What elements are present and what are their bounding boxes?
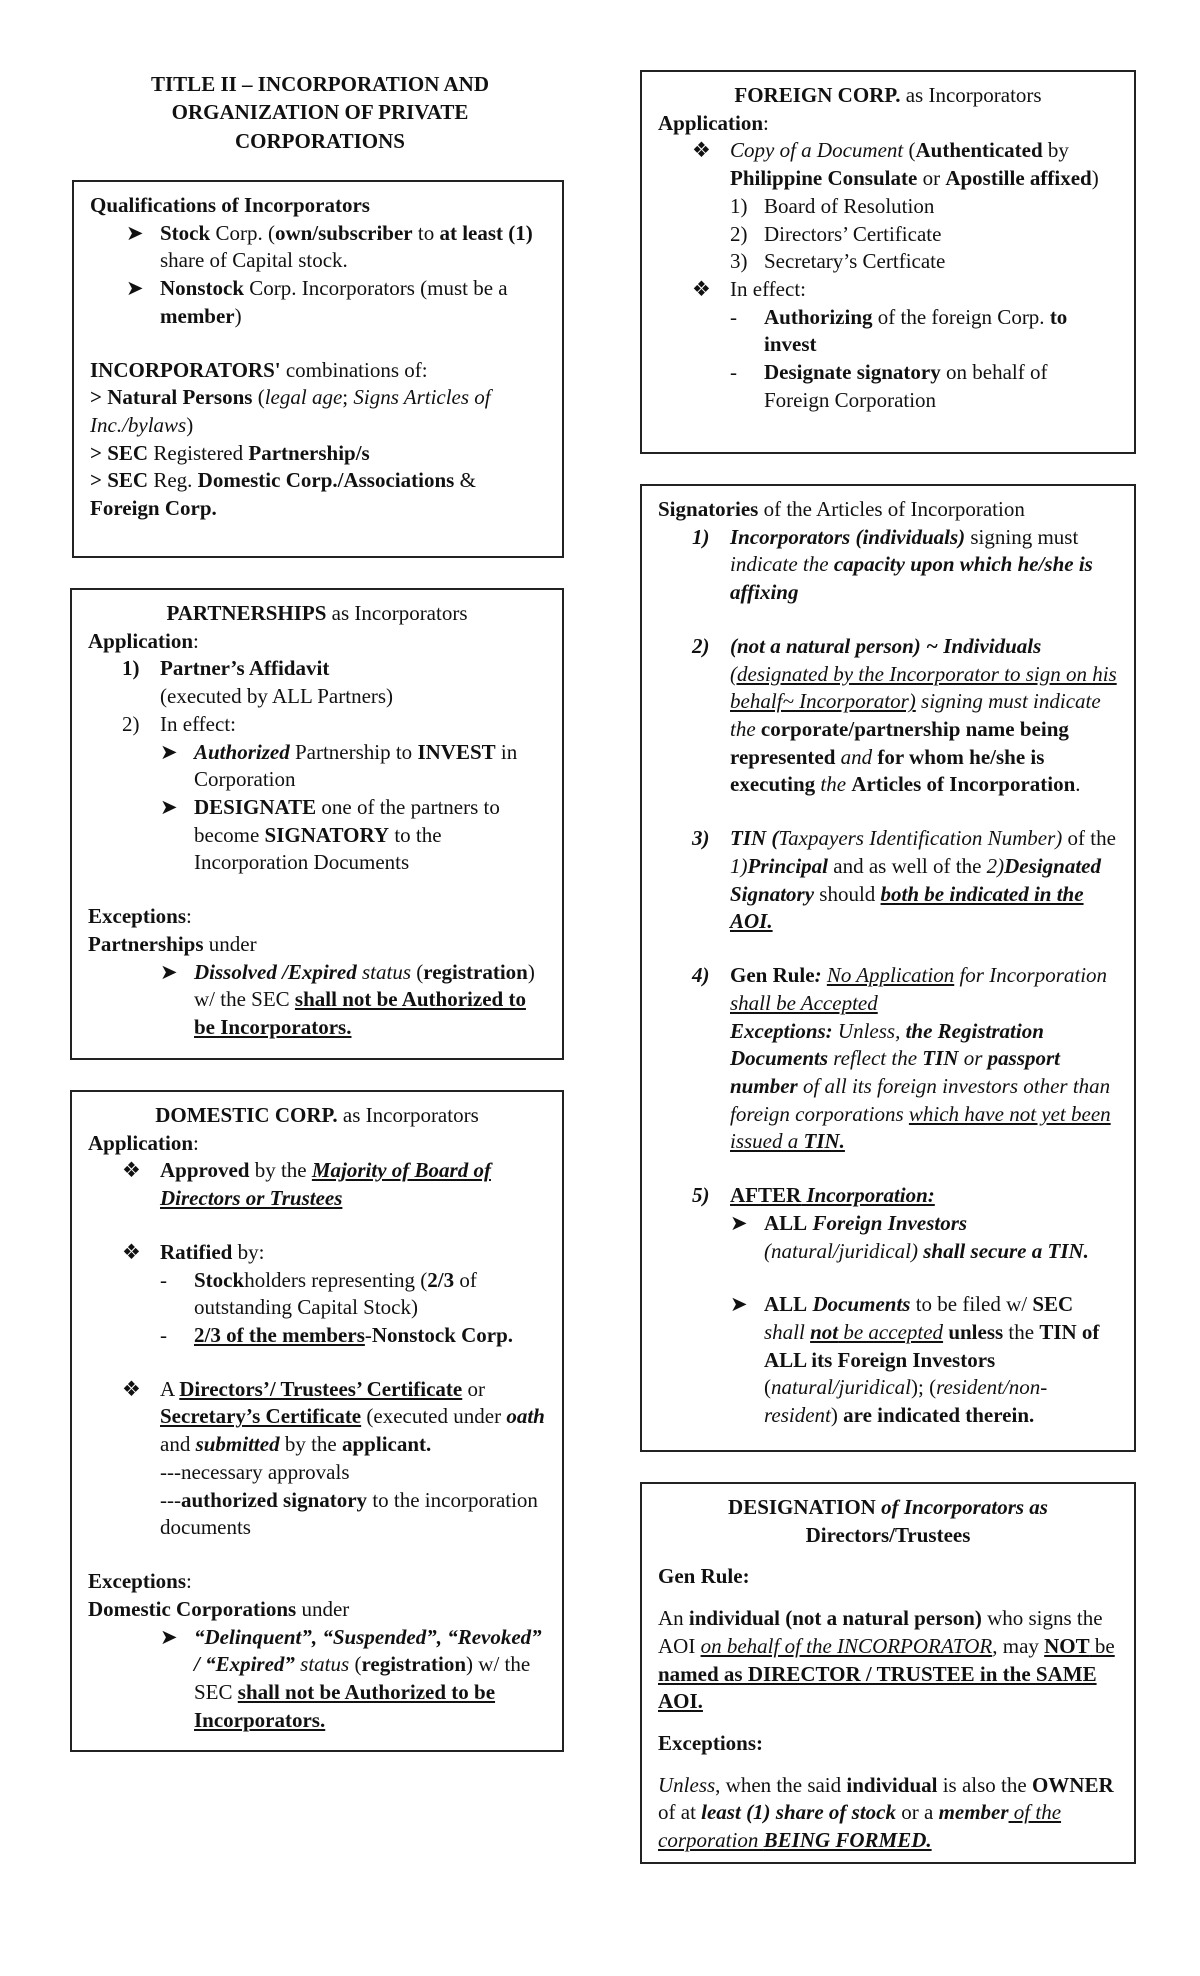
domestic-corp-box: DOMESTIC CORP. as Incorporators Application: ❖ Approved by the Majority of Board of Directors or Trustees ❖ Ratified by: - Stockholders representing (2/3 of outstanding Capital Stock) - 2/3 of the members-Nonstock Corp. ❖ A Directors’/ Trustees’ Certificate or Secretary’s Certificate (executed under oath and submitted by the applicant. ---necessary approvals ---authorized signatory to the incorporation documents Exceptions: Domestic Corporations under ➤ “Delinquent”, “Suspended”, “Revoked” / “Expired” status (registration) w/ the SEC shall not be Authorized to be Incorporators. bbox=[70, 1090, 564, 1752]
designation-box: DESIGNATION of Incorporators as Directors/Trustees Gen Rule: An individual (not a natural person) who signs the AOI on behalf of the INCORPORATOR, may NOT be named as DIRECTOR / TRUSTEE in the SAME AOI. Exceptions: Unless, when the said individual is also the OWNER of at least (1) share of stock or a member of the corporation BEING FORMED. bbox=[640, 1482, 1136, 1864]
dash-bullet: - bbox=[730, 360, 737, 385]
sec-partnership-line: > SEC Registered Partnership/s bbox=[90, 440, 370, 465]
partnerships-heading: PARTNERSHIPS as Incorporators bbox=[166, 601, 468, 625]
designation-rule: An individual (not a natural person) who signs the AOI on behalf of the INCORPORATOR, may NOT be named as DIRECTOR / TRUSTEE in the SAME AOI. bbox=[658, 1606, 1115, 1714]
list-item: 1) Partner’s Affidavit (executed by ALL Partners) bbox=[122, 656, 394, 709]
arrow-bullet-icon: ➤ bbox=[160, 959, 178, 984]
list-item: 2) Directors’ Certificate bbox=[730, 221, 942, 246]
list-item: ➤ Dissolved /Expired status (registration) w/ the SEC shall not be Authorized to be Incorporators. bbox=[88, 959, 546, 1042]
designation-exception: Unless, when the said individual is also the OWNER of at least (1) share of stock or a member of the corporation BEING FORMED. bbox=[658, 1772, 1114, 1853]
list-item: 2) In effect: bbox=[122, 711, 236, 736]
list-item: 5) AFTER Incorporation: bbox=[692, 1183, 935, 1208]
list-item: ➤ Authorized Partnership to INVEST in Corporation bbox=[88, 739, 546, 794]
list-item: - Stockholders representing (2/3 of outstanding Capital Stock) bbox=[88, 1267, 546, 1322]
arrow-bullet-icon: ➤ bbox=[160, 739, 178, 764]
qualifications-heading: Qualifications of Incorporators bbox=[90, 193, 370, 217]
dash-bullet: - bbox=[160, 1267, 167, 1292]
domestic-heading: DOMESTIC CORP. as Incorporators bbox=[155, 1103, 479, 1127]
arrow-bullet-icon: ➤ bbox=[730, 1292, 748, 1317]
list-item: 1) Incorporators (individuals) signing must indicate the capacity upon which he/she is affixing bbox=[692, 524, 1093, 605]
list-item: ➤ ALL Foreign Investors (natural/juridical) shall secure a TIN. bbox=[658, 1210, 1118, 1265]
diamond-bullet-icon: ❖ bbox=[122, 1239, 141, 1264]
list-item: ➤ Stock Corp. (own/subscriber to at least (1) share of Capital stock. bbox=[90, 220, 546, 275]
diamond-bullet-icon: ❖ bbox=[122, 1158, 141, 1183]
list-item: 1) Board of Resolution bbox=[730, 193, 935, 218]
list-item: 3) Secretary’s Certficate bbox=[730, 249, 946, 274]
diamond-bullet-icon: ❖ bbox=[122, 1376, 141, 1401]
sec-domestic-line: > SEC Reg. Domestic Corp./Associations & Foreign Corp. bbox=[90, 468, 476, 521]
list-item: ➤ DESIGNATE one of the partners to become SIGNATORY to the Incorporation Documents bbox=[88, 794, 546, 877]
arrow-bullet-icon: ➤ bbox=[160, 795, 178, 820]
page-title: TITLE II – INCORPORATION AND ORGANIZATION OF PRIVATE CORPORATIONS bbox=[151, 72, 489, 153]
list-item: ❖ A Directors’/ Trustees’ Certificate or Secretary’s Certificate (executed under oath and submitted by the applicant. ---necessary approvals ---authorized signatory to the incorporation documents bbox=[88, 1376, 546, 1542]
list-item: - 2/3 of the members-Nonstock Corp. bbox=[88, 1322, 546, 1350]
list-item: - Authorizing of the foreign Corp. to invest bbox=[658, 304, 1118, 359]
arrow-bullet-icon: ➤ bbox=[126, 220, 144, 245]
arrow-bullet-icon: ➤ bbox=[160, 1624, 178, 1649]
signatories-box bbox=[640, 484, 1136, 1452]
diamond-bullet-icon: ❖ bbox=[692, 277, 711, 302]
list-item: - Designate signatory on behalf of Foreign Corporation bbox=[658, 359, 1118, 414]
list-item: ➤ ALL Documents to be filed w/ SEC shall not be accepted unless the TIN of ALL its Foreign Investors (natural/juridical); (resident/non-resident) are indicated therein. bbox=[658, 1291, 1118, 1430]
arrow-bullet-icon: ➤ bbox=[126, 276, 144, 301]
dash-bullet: - bbox=[160, 1323, 167, 1348]
list-item: ❖ Ratified by: bbox=[88, 1239, 546, 1267]
list-item: ➤ “Delinquent”, “Suspended”, “Revoked” / “Expired” status (registration) w/ the SEC shall not be Authorized to be Incorporators. bbox=[88, 1624, 546, 1735]
signatories-heading: Signatories of the Articles of Incorporation bbox=[658, 497, 1025, 521]
foreign-corp-box: FOREIGN CORP. as Incorporators Application: ❖ Copy of a Document (Authenticated by Philippine Consulate or Apostille affixed) 1) Board of Resolution 2) Directors’ Certificate 3) Secretary’s Certficate ❖ In effect: - Authorizing of the foreign Corp. to invest - Designate signatory on behalf of Foreign Corporation bbox=[640, 70, 1136, 454]
dash-bullet: - bbox=[730, 304, 737, 329]
list-item: 4) Gen Rule: No Application for Incorporation shall be Accepted Exceptions: Unless, the Registration Documents reflect the TIN or passport number of all its foreign investors other than foreign corporations which have not yet been issued a TIN. bbox=[692, 963, 1111, 1154]
diamond-bullet-icon: ❖ bbox=[692, 138, 711, 163]
qualifications-box bbox=[72, 180, 564, 558]
list-item: ❖ Copy of a Document (Authenticated by Philippine Consulate or Apostille affixed) bbox=[658, 137, 1118, 192]
combinations-line: INCORPORATORS' combinations of: bbox=[90, 357, 428, 382]
designation-heading: DESIGNATION of Incorporators as Directors/Trustees bbox=[728, 1495, 1048, 1547]
arrow-bullet-icon: ➤ bbox=[730, 1210, 748, 1235]
list-item: 2) (not a natural person) ~ Individuals (designated by the Incorporator to sign on his behalf~ Incorporator) signing must indicate the corporate/partnership name being represented and for whom he/she is executing the Articles of Incorporation. bbox=[692, 633, 1117, 797]
natural-persons-line: > Natural Persons (legal age; Signs Articles of Inc./bylaws) bbox=[90, 385, 491, 438]
list-item: 3) TIN (Taxpayers Identification Number) of the 1)Principal and as well of the 2)Designated Signatory should both be indicated in the AOI. bbox=[692, 826, 1116, 934]
partnerships-box: PARTNERSHIPS as Incorporators Application: 1) Partner’s Affidavit (executed by ALL Partners) 2) In effect: ➤ Authorized Partnership to INVEST in Corporation ➤ DESIGNATE one of the partners to become SIGNATORY to the Incorporation Documents Exceptions: Partnerships under ➤ Dissolved /Expired status (registration) w/ the SEC shall not be Authorized to be Incorporators. bbox=[70, 588, 564, 1060]
list-item: ❖ In effect: bbox=[658, 276, 1118, 304]
list-item: ➤ Nonstock Corp. Incorporators (must be a member) bbox=[90, 275, 546, 330]
list-item: ❖ Approved by the Majority of Board of Directors or Trustees bbox=[88, 1157, 546, 1212]
foreign-heading: FOREIGN CORP. as Incorporators bbox=[734, 83, 1042, 107]
